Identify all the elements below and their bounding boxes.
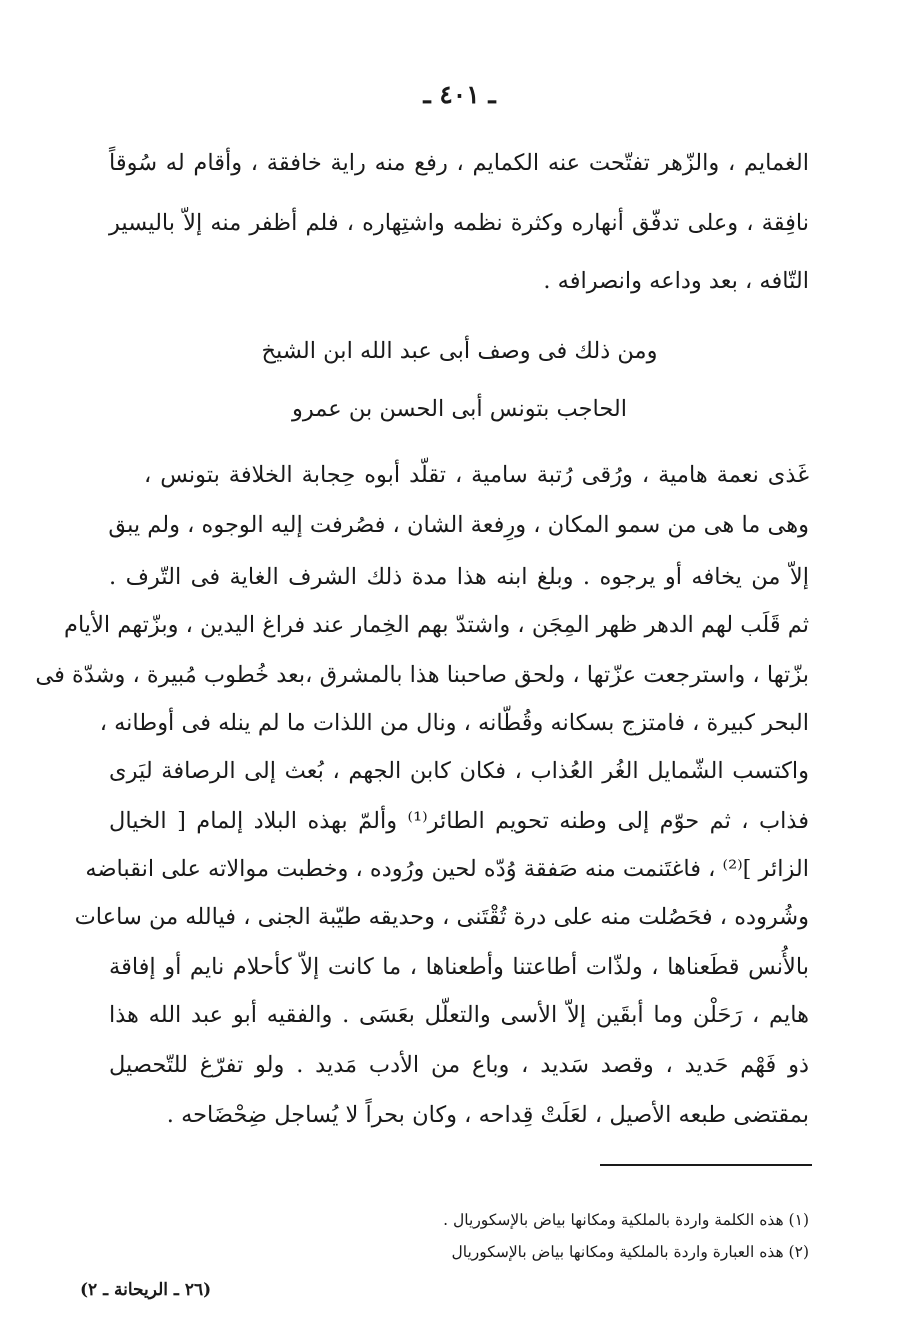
text-line: بمقتضى طبعه الأصيل ، لعَلَتْ قِداحه ، وكان بحراً لا يُساجل ضِحْضَاحه . (166, 1102, 809, 1128)
text-line: واكتسب الشّمايل الغُر العُذاب ، فكان كابن الجهم ، بُعث إلى الرصافة ليَرى (109, 758, 809, 784)
text-line: بالأُنس قطَعناها ، ولذّات أطاعتنا وأطعناها ، ما كانت إلاّ كأحلام نايم أو إفاقة (109, 954, 809, 980)
text-line: الزائر ]⁽²⁾ ، فاغتَنمت منه صَفقة وُدّه لحين ورُوده ، وخطبت موالاته على انقباضه (85, 856, 809, 882)
text-line: فذاب ، ثم حوّم إلى وطنه تحويم الطائر⁽¹⁾ وألمّ بهذه البلاد إلمام [ الخيال (109, 808, 810, 834)
text-line: نافِقة ، وعلى تدفّق أنهاره وكثرة نظمه واشتِهاره ، فلم أظفر منه إلاّ باليسير (109, 210, 809, 236)
signature-mark: (٢٦ ـ الريحانة ـ ٢) (80, 1280, 212, 1300)
text-line: ثم قَلَب لهم الدهر ظهر المِجَن ، واشتدّ بهم الخِمار عند فراغ اليدين ، وبزّتهم الأيام (64, 612, 809, 638)
footnote-divider (600, 1164, 812, 1166)
page-number: ـ ٤٠١ ـ (423, 80, 496, 109)
text-line: وشُروده ، فحَصُلت منه على درة تُقْتَنى ، وحديقه طيّبة الجنى ، فيالله من ساعات (74, 904, 809, 930)
text-line: هايم ، رَحَلْن وما أبقَين إلاّ الأسى والتعلّل بعَسَى . والفقيه أبو عبد الله هذا (109, 1002, 809, 1028)
heading-line: ومن ذلك فى وصف أبى عبد الله ابن الشيخ (261, 338, 658, 364)
text-line: الغمايم ، والزّهر تفتّحت عنه الكمايم ، رفع منه راية خافقة ، وأقام له سُوقاً (109, 150, 809, 176)
text-line: إلاّ من يخافه أو يرجوه . وبلغ ابنه هذا مدة ذلك الشرف الغاية فى التّرف . (109, 564, 809, 590)
text-line: التّافه ، بعد وداعه وانصرافه . (543, 268, 809, 294)
footnote-1: (١) هذه الكلمة واردة بالملكية ومكانها بياض بالإسكوريال . (443, 1211, 809, 1229)
text-line: ذو فَهْم حَديد ، وقصد سَديد ، وباع من الأدب مَديد . ولو تفرّغ للتّحصيل (109, 1052, 809, 1078)
heading-line: الحاجب بتونس أبى الحسن بن عمرو (291, 396, 628, 422)
text-line: البحر كبيرة ، فامتزج بسكانه وقُطّانه ، ونال من اللذات ما لم ينله فى أوطانه ، (99, 710, 809, 736)
footnote-2: (٢) هذه العبارة واردة بالملكية ومكانها بياض بالإسكوريال (451, 1243, 809, 1261)
text-line: بزّتها ، واسترجعت عزّتها ، ولحق صاحبنا هذا بالمشرق ،بعد خُطوب مُبيرة ، وشدّة فى (35, 662, 809, 688)
text-line: غَذى نعمة هامية ، ورُقى رُتبة سامية ، تقلّد أبوه حِجابة الخلافة بتونس ، (144, 462, 809, 488)
text-line: وهى ما هى من سمو المكان ، ورِفعة الشان ، فصُرفت إليه الوجوه ، ولم يبق (108, 512, 809, 538)
